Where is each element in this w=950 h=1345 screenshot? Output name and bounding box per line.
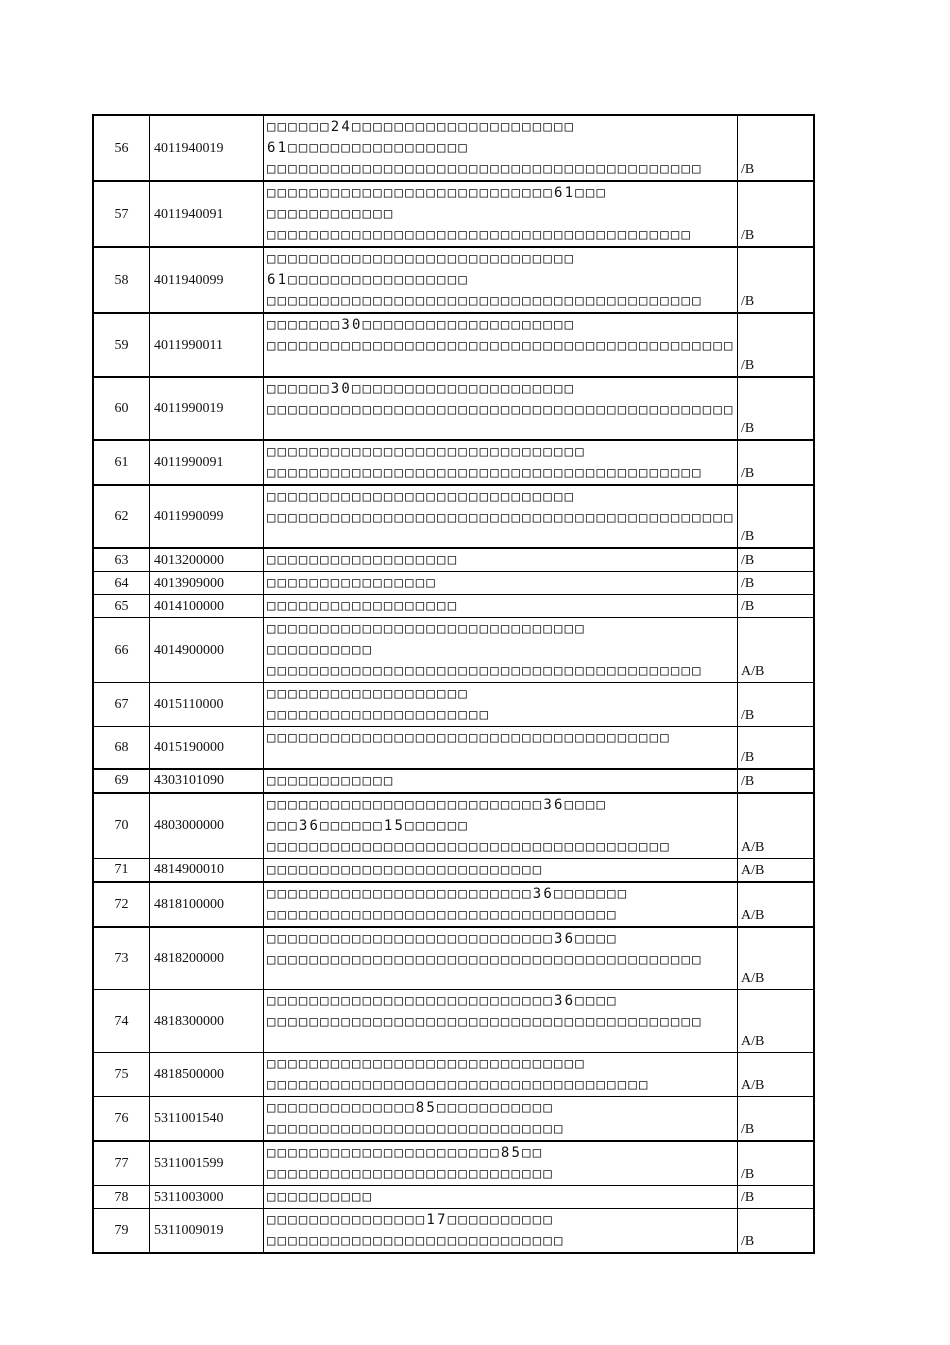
table-row bbox=[93, 882, 814, 927]
hs-code: 5311003000 bbox=[150, 1186, 264, 1209]
hs-code: 5311009019 bbox=[150, 1209, 264, 1254]
row-number: 63 bbox=[93, 548, 150, 572]
category-tag: A/B bbox=[738, 618, 815, 683]
description-line: □□□□□□□□□□□□□□85□□□□□□□□□□□ bbox=[267, 1100, 554, 1116]
hs-code: 5311001540 bbox=[150, 1097, 264, 1142]
row-number: 79 bbox=[93, 1209, 150, 1254]
description-cell bbox=[264, 247, 738, 313]
description-line: □□□36□□□□□□15□□□□□□ bbox=[267, 817, 469, 834]
table-row bbox=[93, 927, 814, 990]
table-row bbox=[93, 247, 814, 313]
hs-code: 4011940091 bbox=[150, 181, 264, 247]
description-line: □□□□□□□□□□□□□□□□□□□□□□□□□□□□□□□□□□□□□□□□□ bbox=[267, 293, 703, 309]
description-line: □□□□□□□□□□□□□□□□□□□□□□□□□□36□□□□ bbox=[267, 796, 608, 813]
description-line: □□□□□□□□□□□□□□□□□□□□□□□□□□□□□□□□□□□□□□□□□ bbox=[267, 161, 703, 177]
table-row bbox=[93, 572, 814, 595]
row-number: 72 bbox=[93, 882, 150, 927]
row-number: 64 bbox=[93, 572, 150, 595]
table-row bbox=[93, 181, 814, 247]
description-line: □□□□□□□□□□□□□□□□□□□□□□□□□□□□□□□□□ bbox=[267, 906, 618, 923]
description-line: □□□□□□□□□□□□□□□□□□□□□□□□□□□□□□ bbox=[267, 621, 586, 637]
table-row bbox=[93, 1209, 814, 1254]
description-line: □□□□□□□□□□□□□□□□□□□□□□□□□□□□□□□□□□□□ bbox=[267, 1077, 650, 1093]
hs-code: 4013200000 bbox=[150, 548, 264, 572]
table-row bbox=[93, 595, 814, 618]
table-row bbox=[93, 377, 814, 440]
row-number: 58 bbox=[93, 247, 150, 313]
description-cell bbox=[264, 377, 738, 440]
hs-code: 4014900000 bbox=[150, 618, 264, 683]
table-row bbox=[93, 727, 814, 769]
row-number: 69 bbox=[93, 769, 150, 793]
description-line: □□□□□□□□□□□□□□□□□□ bbox=[267, 598, 459, 614]
description-line: □□□□□□□□□□□□□□□□□□□□□□□□□□□□□□□□□□□□□□□□□□□□ bbox=[267, 402, 735, 418]
table-row bbox=[93, 1141, 814, 1186]
hs-code: 5311001599 bbox=[150, 1141, 264, 1186]
category-tag: /B bbox=[738, 485, 815, 548]
description-line: □□□□□□□□□□□□ bbox=[267, 772, 395, 789]
description-cell bbox=[264, 485, 738, 548]
description-line: □□□□□□□□□□□□□□□□□□□□□□□□□□□□ bbox=[267, 1121, 565, 1137]
description-line: □□□□□□24□□□□□□□□□□□□□□□□□□□□□ bbox=[267, 119, 576, 135]
row-number: 65 bbox=[93, 595, 150, 618]
description-line: □□□□□□□□□□□□□□□□□□□□□□□□□□□□□□ bbox=[267, 444, 586, 460]
table-row bbox=[93, 793, 814, 859]
description-line: □□□□□□□□□□□□□□□□□□□□□□□□□□ bbox=[267, 861, 544, 878]
row-number: 75 bbox=[93, 1053, 150, 1097]
hs-code: 4014100000 bbox=[150, 595, 264, 618]
row-number: 77 bbox=[93, 1141, 150, 1186]
description-cell bbox=[264, 1097, 738, 1142]
tariff-table bbox=[92, 114, 815, 1254]
category-tag: A/B bbox=[738, 858, 815, 882]
hs-code: 4011990011 bbox=[150, 313, 264, 377]
description-cell bbox=[264, 1186, 738, 1209]
table-row bbox=[93, 1053, 814, 1097]
category-tag: /B bbox=[738, 1209, 815, 1254]
table-row bbox=[93, 769, 814, 793]
description-cell bbox=[264, 793, 738, 859]
description-cell bbox=[264, 440, 738, 485]
row-number: 62 bbox=[93, 485, 150, 548]
hs-code: 4303101090 bbox=[150, 769, 264, 793]
row-number: 57 bbox=[93, 181, 150, 247]
description-cell bbox=[264, 618, 738, 683]
description-line: □□□□□□□□□□□□□□□□□□ bbox=[267, 552, 459, 568]
table-row bbox=[93, 990, 814, 1053]
table-row bbox=[93, 115, 814, 181]
category-tag: /B bbox=[738, 440, 815, 485]
hs-code: 4011990091 bbox=[150, 440, 264, 485]
description-line: □□□□□□□□□□ bbox=[267, 1189, 374, 1205]
description-cell bbox=[264, 1053, 738, 1097]
hs-code: 4015110000 bbox=[150, 683, 264, 727]
row-number: 76 bbox=[93, 1097, 150, 1142]
category-tag: /B bbox=[738, 595, 815, 618]
category-tag: /B bbox=[738, 1141, 815, 1186]
category-tag: /B bbox=[738, 769, 815, 793]
category-tag: A/B bbox=[738, 793, 815, 859]
hs-code: 4818300000 bbox=[150, 990, 264, 1053]
category-tag: /B bbox=[738, 1186, 815, 1209]
description-line: □□□□□□□□□□□□□□□□□□□□□□□□□□□ bbox=[267, 1166, 554, 1182]
description-line: □□□□□□□□□□□□□□□□□□□ bbox=[267, 686, 469, 702]
row-number: 68 bbox=[93, 727, 150, 769]
row-number: 56 bbox=[93, 115, 150, 181]
hs-code: 4818500000 bbox=[150, 1053, 264, 1097]
description-line: □□□□□□□□□□□□□□□□□□□□□□□□□□□□□□□□□□□□□□□□□ bbox=[267, 951, 703, 968]
description-line: □□□□□□□□□□□□□□□□□□□□□□□□□□□36□□□□ bbox=[267, 993, 618, 1009]
description-cell bbox=[264, 595, 738, 618]
description-line: □□□□□□□□□□□□□□□□□□□□□□□□□□□□□ bbox=[267, 251, 576, 267]
description-line: □□□□□□□□□□□□□□□□□□□□□□□□□□□□□□□□□□□□□□□□□ bbox=[267, 465, 703, 481]
category-tag: A/B bbox=[738, 1053, 815, 1097]
description-line: □□□□□□□□□□□□□□□□□□□□□□□□□□□□ bbox=[267, 1233, 565, 1249]
category-tag: /B bbox=[738, 181, 815, 247]
description-cell bbox=[264, 572, 738, 595]
description-line: □□□□□□□□□□□□□□□□□□□□□□□□□□□□□□□□□□□□□□□□ bbox=[267, 227, 693, 243]
row-number: 73 bbox=[93, 927, 150, 990]
row-number: 74 bbox=[93, 990, 150, 1053]
description-cell bbox=[264, 115, 738, 181]
category-tag: /B bbox=[738, 247, 815, 313]
category-tag: A/B bbox=[738, 882, 815, 927]
hs-code: 4013909000 bbox=[150, 572, 264, 595]
description-line: □□□□□□□□□□□□□□□□□□□□□□□□□□□□□□□□□□□□□□□□□□□□ bbox=[267, 338, 735, 354]
row-number: 67 bbox=[93, 683, 150, 727]
category-tag: A/B bbox=[738, 990, 815, 1053]
category-tag: A/B bbox=[738, 927, 815, 990]
description-line: □□□□□□□□□□□□□□□□□□□□□□□□□□□□□□□□□□□□□□□□□ bbox=[267, 663, 703, 679]
table-row bbox=[93, 1097, 814, 1142]
hs-code: 4011940019 bbox=[150, 115, 264, 181]
row-number: 70 bbox=[93, 793, 150, 859]
description-cell bbox=[264, 1141, 738, 1186]
description-cell bbox=[264, 727, 738, 769]
description-line: □□□□□□□□□□□□□□□□ bbox=[267, 575, 438, 591]
hs-code: 4011990099 bbox=[150, 485, 264, 548]
hs-code: 4015190000 bbox=[150, 727, 264, 769]
category-tag: /B bbox=[738, 727, 815, 769]
description-line: □□□□□□□□□□□□□□□□□□□□□□□□□□□36□□□□ bbox=[267, 930, 618, 947]
description-cell bbox=[264, 683, 738, 727]
table-row bbox=[93, 440, 814, 485]
category-tag: /B bbox=[738, 313, 815, 377]
table-row bbox=[93, 618, 814, 683]
hs-code: 4011940099 bbox=[150, 247, 264, 313]
description-line: □□□□□□□□□□□□□□□□□□□□□□□□□□□□□□□□□□□□□□ bbox=[267, 730, 671, 746]
description-line: □□□□□□□□□□□□□□□□□□□□□□85□□ bbox=[267, 1145, 544, 1161]
description-line: □□□□□□30□□□□□□□□□□□□□□□□□□□□□ bbox=[267, 381, 576, 397]
description-cell bbox=[264, 990, 738, 1053]
table-row bbox=[93, 485, 814, 548]
description-line: □□□□□□□□□□□□□□□□□□□□□□□□□□□□□ bbox=[267, 489, 576, 505]
table-row bbox=[93, 683, 814, 727]
description-line: 61□□□□□□□□□□□□□□□□□ bbox=[267, 272, 469, 288]
description-line: □□□□□□□□□□□□□□□17□□□□□□□□□□ bbox=[267, 1212, 554, 1228]
description-line: □□□□□□□□□□□□□□□□□□□□□□□□□□□□□□ bbox=[267, 1056, 586, 1072]
category-tag: /B bbox=[738, 548, 815, 572]
row-number: 61 bbox=[93, 440, 150, 485]
description-cell bbox=[264, 927, 738, 990]
description-line: □□□□□□□□□□□□□□□□□□□□□□□□□□□□□□□□□□□□□□□□□ bbox=[267, 1014, 703, 1030]
description-cell bbox=[264, 769, 738, 793]
table-row bbox=[93, 548, 814, 572]
row-number: 78 bbox=[93, 1186, 150, 1209]
category-tag: /B bbox=[738, 377, 815, 440]
description-line: □□□□□□□□□□□□□□□□□□□□□□□□□□□□□□□□□□□□□□ bbox=[267, 838, 671, 855]
row-number: 59 bbox=[93, 313, 150, 377]
hs-code: 4818200000 bbox=[150, 927, 264, 990]
category-tag: /B bbox=[738, 572, 815, 595]
description-line: □□□□□□□□□□□□□□□□□□□□□ bbox=[267, 707, 491, 723]
description-line: □□□□□□□□□□□□□□□□□□□□□□□□□36□□□□□□□ bbox=[267, 885, 629, 902]
table-row bbox=[93, 313, 814, 377]
description-line: 61□□□□□□□□□□□□□□□□□ bbox=[267, 140, 469, 156]
hs-code: 4814900010 bbox=[150, 858, 264, 882]
category-tag: /B bbox=[738, 683, 815, 727]
description-line: □□□□□□□□□□□□ bbox=[267, 206, 395, 222]
description-cell bbox=[264, 548, 738, 572]
description-cell bbox=[264, 313, 738, 377]
description-cell bbox=[264, 1209, 738, 1254]
description-line: □□□□□□□□□□□□□□□□□□□□□□□□□□□□□□□□□□□□□□□□□□□□ bbox=[267, 510, 735, 526]
description-cell bbox=[264, 181, 738, 247]
category-tag: /B bbox=[738, 115, 815, 181]
description-cell bbox=[264, 882, 738, 927]
hs-code: 4011990019 bbox=[150, 377, 264, 440]
description-line: □□□□□□□30□□□□□□□□□□□□□□□□□□□□ bbox=[267, 317, 576, 333]
hs-code: 4803000000 bbox=[150, 793, 264, 859]
description-cell bbox=[264, 858, 738, 882]
row-number: 66 bbox=[93, 618, 150, 683]
row-number: 60 bbox=[93, 377, 150, 440]
tariff-table-body bbox=[93, 115, 814, 1253]
description-line: □□□□□□□□□□ bbox=[267, 642, 374, 658]
category-tag: /B bbox=[738, 1097, 815, 1142]
table-row bbox=[93, 858, 814, 882]
row-number: 71 bbox=[93, 858, 150, 882]
description-line: □□□□□□□□□□□□□□□□□□□□□□□□□□□61□□□ bbox=[267, 185, 608, 201]
table-row bbox=[93, 1186, 814, 1209]
hs-code: 4818100000 bbox=[150, 882, 264, 927]
